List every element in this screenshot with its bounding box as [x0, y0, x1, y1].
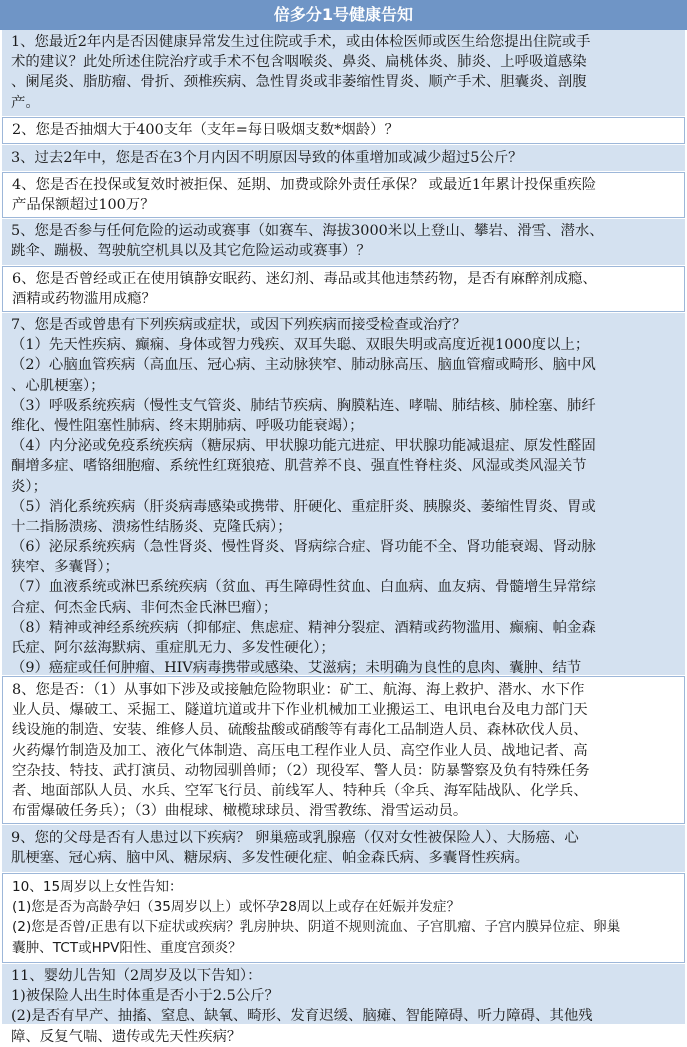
question-line: 5、您是否参与任何危险的运动或赛事（如赛车、海拔3000米以上登山、攀岩、滑雪、潜水、 — [11, 223, 604, 239]
question-line: 1)被保险人出生时体重是否小于2.5公斤？ — [11, 988, 279, 1005]
question-line: 布雷爆破任务兵）；（3）曲棍球、橄榄球球员、滑雪教练、滑雪运动员。 — [12, 803, 468, 820]
question-line: 空杂技、特技、武打演员、动物园驯兽师；（2）现役军、警人员：防暴警察及负有特殊任务 — [12, 762, 590, 779]
question-line: 10、15周岁以上女性告知： — [12, 879, 183, 895]
question-line: 狭窄、多囊肾）； — [11, 559, 119, 576]
question-8 — [2, 676, 685, 824]
question-line: 3、过去2年中，您是否在3个月内因不明原因导致的体重增加或减少超过5公斤？ — [11, 150, 523, 166]
question-4 — [2, 172, 685, 218]
question-line: 火药爆竹制造及加工、液化气体制造、高压电工程作业人员、高空作业人员、战地记者、高 — [12, 742, 588, 759]
question-line: 酒精或药物滥用成瘾？ — [12, 291, 156, 308]
question-line: (2)您是否曾/正患有以下症状或疾病？乳房肿块、阴道不规则流血、子宫肌瘤、子宫内膜异位症、卵巢 — [12, 919, 621, 936]
question-line: 产。 — [11, 94, 40, 111]
question-line: 酮增多症、嗜铬细胞瘤、系统性红斑狼疮、肌营养不良、强直性脊柱炎、风湿或类风湿关节 — [11, 458, 587, 475]
question-line: 线设施的制造、安装、维修人员、硫酸盐酸或硝酸等有毒化工品制造人员、森林砍伐人员、 — [12, 722, 588, 739]
question-line: 者、地面部队人员、水兵、空军飞行员、前线军人、特种兵（伞兵、海军陆战队、化学兵、 — [12, 782, 588, 799]
question-line: 肌梗塞、冠心病、脑中风、糖尿病、多发性硬化症、帕金森氏病、多囊肾性疾病。 — [11, 850, 530, 867]
question-line: 2、您是否抽烟大于400支年（支年=每日吸烟支数*烟龄）？ — [12, 122, 399, 138]
question-5 — [2, 219, 685, 265]
question-line: （1）先天性疾病、癫痫、身体或智力残疾、双耳失聪、双眼失明或高度近视1000度以上； — [11, 337, 590, 354]
question-line: 、阑尾炎、脂肪瘤、骨折、颈椎疾病、急性胃炎或非萎缩性胃炎、顺产手术、胆囊炎、剖腹 — [11, 74, 587, 91]
question-line: 合症、何杰金氏病、非何杰金氏淋巴瘤）； — [11, 599, 278, 616]
question-line: 1、您最近2年内是否因健康异常发生过住院或手术，或由体检医师或医生给您提出住院或手 — [11, 34, 591, 50]
question-line: 7、您是否或曾患有下列疾病或症状，或因下列疾病而接受检查或治疗？ — [11, 317, 467, 333]
question-line: (1)您是否为高龄孕妇（35周岁以上）或怀孕28周以上或存在妊娠并发症？ — [12, 899, 461, 916]
question-line: 9、您的父母是否有人患过以下疾病？ 卵巢癌或乳腺癌（仅对女性被保险人）、大肠癌、心 — [11, 830, 579, 846]
question-7 — [2, 313, 685, 675]
question-2 — [2, 117, 685, 144]
question-10 — [2, 873, 685, 963]
question-line: 产品保额超过100万？ — [12, 197, 155, 214]
question-line: 跳伞、蹦极、驾驶航空机具以及其它危险运动或赛事）？ — [11, 243, 371, 260]
question-6 — [2, 266, 685, 312]
question-line: 8、您是否：（1）从事如下涉及或接触危险物职业：矿工、航海、海上救护、潜水、水下作 — [12, 682, 585, 698]
question-line: 氏症、阿尔兹海默病、重症肌无力、多发性硬化）； — [11, 640, 335, 656]
question-line: 障、反复气喘、遗传或先天性疾病？ — [11, 1028, 242, 1045]
question-line: 4、您是否在投保或复效时被拒保、延期、加费或除外责任承保？ 或最近1年累计投保重疾险 — [12, 177, 597, 193]
question-line: 术的建议？此处所述住院治疗或手术不包含咽喉炎、鼻炎、扁桃体炎、肺炎、上呼吸道感染 — [11, 54, 587, 71]
question-line: 、心肌梗塞）； — [11, 377, 105, 394]
question-1 — [2, 30, 685, 116]
page-title: 倍多分1号健康告知 — [0, 0, 687, 30]
question-line: （6）泌尿系统疾病（急性肾炎、慢性肾炎、肾病综合症、肾功能不全、肾功能衰竭、肾动脉 — [11, 539, 596, 556]
question-line: （8）精神或神经系统疾病（抑郁症、焦虑症、精神分裂症、酒精或药物滥用、癫痫、帕金森 — [11, 619, 596, 636]
question-9 — [2, 825, 685, 872]
question-line: （5）消化系统疾病（肝炎病毒感染或携带、肝硬化、重症肝炎、胰腺炎、萎缩性胃炎、胃或 — [11, 498, 596, 515]
question-line: 11、婴幼儿告知（2周岁及以下告知）： — [11, 968, 262, 984]
question-3 — [2, 145, 685, 171]
question-line: （3）呼吸系统疾病（慢性支气管炎、肺结节疾病、胸膜粘连、哮喘、肺结核、肺栓塞、肺纤 — [11, 397, 596, 414]
question-line: 业人员、爆破工、采掘工、隧道坑道或井下作业机械加工业搬运工、电讯电台及电力部门天 — [12, 702, 588, 719]
question-line: （2）心脑血管疾病（高血压、冠心病、主动脉狭窄、肺动脉高压、脑血管瘤或畸形、脑中风 — [11, 357, 596, 374]
question-line: 囊肿、TCT或HPV阳性、重度宫颈炎？ — [12, 939, 242, 956]
question-line: 十二指肠溃疡、溃疡性结肠炎、克隆氏病）； — [11, 518, 292, 535]
question-line: 维化、慢性阻塞性肺病、终末期肺病、呼吸功能衰竭）； — [11, 417, 364, 434]
question-line: （7）血液系统或淋巴系统疾病（贫血、再生障碍性贫血、白血病、血友病、骨髓增生异常综 — [11, 579, 596, 596]
question-11 — [2, 964, 685, 1045]
question-line: 6、您是否曾经或正在使用镇静安眠药、迷幻剂、毒品或其他违禁药物，是否有麻醉剂成瘾、 — [12, 271, 597, 287]
question-line: 炎）； — [11, 478, 47, 495]
question-line: （4）内分泌或免疫系统疾病（糖尿病、甲状腺功能亢进症、甲状腺功能减退症、原发性醛固 — [11, 438, 596, 455]
question-line: (2)是否有早产、抽搐、窒息、缺氧、畸形、发育迟缓、脑瘫、智能障碍、听力障碍、其他残 — [11, 1008, 593, 1025]
question-line: （9）癌症或任何肿瘤、HIV病毒携带或感染、艾滋病；未明确为良性的息肉、囊肿、结节 — [11, 660, 582, 677]
